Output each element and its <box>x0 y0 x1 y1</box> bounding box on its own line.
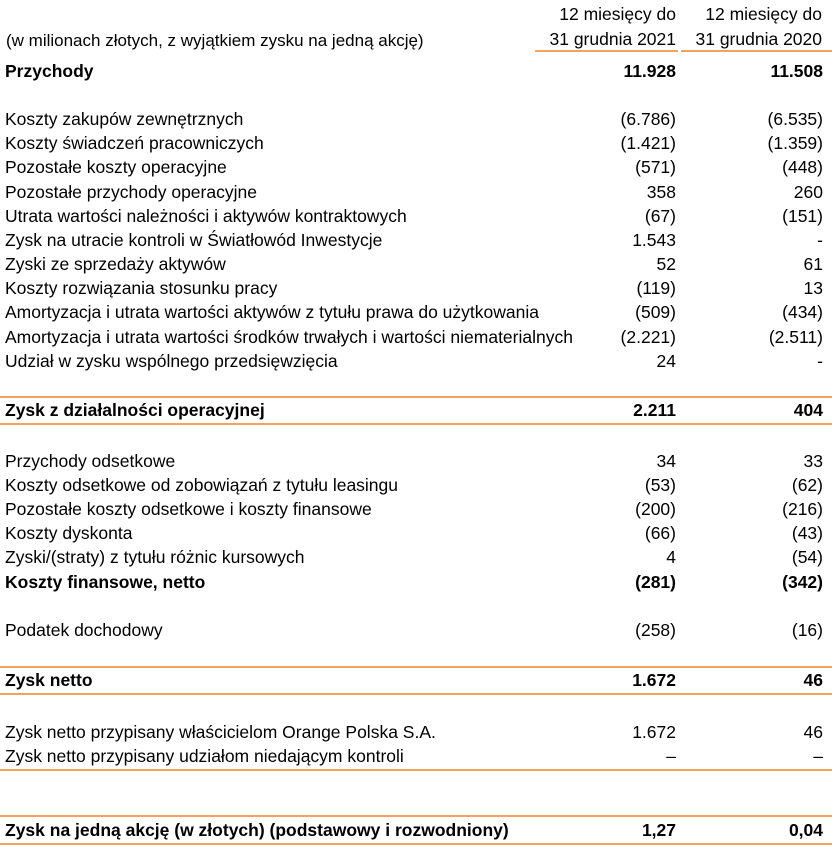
row-finance-costs-net <box>0 570 832 594</box>
row-label: Pozostałe koszty operacyjne <box>5 157 227 177</box>
value-2020: (216) <box>782 499 823 519</box>
value-2021: – <box>666 746 676 766</box>
value-2021: 34 <box>656 451 676 471</box>
row-label: Amortyzacja i utrata wartości aktywów z tytułu prawa do użytkowania <box>5 302 539 322</box>
row-interest-lease-liabilities <box>0 473 832 497</box>
row-employment-termination <box>0 276 832 300</box>
row-label: Zyski/(straty) z tytułu różnic kursowych <box>5 547 305 567</box>
column-header-2020-line2: 31 grudnia 2020 <box>695 29 822 49</box>
divider <box>0 769 832 771</box>
row-label: Koszty odsetkowe od zobowiązań z tytułu leasingu <box>5 475 399 495</box>
row-label: Podatek dochodowy <box>5 620 163 640</box>
row-label: Koszty zakupów zewnętrznych <box>5 109 244 129</box>
value-2020: 13 <box>803 278 823 298</box>
row-label: Zysk z działalności operacyjnej <box>5 400 265 420</box>
row-gain-loss-of-control <box>0 228 832 252</box>
column-header-2021 <box>550 2 677 52</box>
value-2021: 358 <box>646 182 676 202</box>
value-2021: 1,27 <box>641 820 676 840</box>
value-2020: 33 <box>803 451 823 471</box>
value-2021: (258) <box>635 620 676 640</box>
row-label: Zyski ze sprzedaży aktywów <box>5 254 226 274</box>
value-2020: (151) <box>782 206 823 226</box>
row-income-tax <box>0 618 832 642</box>
value-2021: 52 <box>656 254 676 274</box>
row-impairment-receivables <box>0 204 832 228</box>
row-label: Przychody odsetkowe <box>5 451 176 471</box>
value-2021: (281) <box>635 572 676 592</box>
column-header-2020 <box>696 2 823 52</box>
row-operating-income <box>0 398 832 422</box>
value-2021: (66) <box>644 523 676 543</box>
value-2020: 260 <box>793 182 823 202</box>
value-2020: 404 <box>793 400 823 420</box>
row-label: Zysk netto przypisany udziałom niedającym kontroli <box>5 746 404 766</box>
value-2020: (43) <box>791 523 823 543</box>
value-2021: 1.543 <box>632 230 676 250</box>
value-2021: (53) <box>644 475 676 495</box>
row-other-operating-income <box>0 180 832 204</box>
value-2020: (6.535) <box>767 109 823 129</box>
value-2020: (448) <box>782 157 823 177</box>
row-label: Zysk na utracie kontroli w Światłowód Inwestycje <box>5 230 383 250</box>
row-label: Zysk netto przypisany właścicielom Orange Polska S.A. <box>5 722 436 742</box>
value-2020: 61 <box>803 254 823 274</box>
value-2020: (2.511) <box>768 327 823 347</box>
value-2021: (1.421) <box>620 133 676 153</box>
row-label: Koszty dyskonta <box>5 523 133 543</box>
row-interest-income <box>0 449 832 473</box>
value-2020: (62) <box>791 475 823 495</box>
divider <box>0 423 832 425</box>
row-depreciation-right-of-use <box>0 300 832 324</box>
value-2021: 2.211 <box>633 400 676 420</box>
divider <box>0 815 832 817</box>
value-2020: 11.508 <box>770 61 823 81</box>
value-2020: (1.359) <box>767 133 823 153</box>
value-2021: 4 <box>666 547 676 567</box>
unit-note: (w milionach złotych, z wyjątkiem zysku na jedną akcję) <box>6 31 424 50</box>
column-header-underline-2020 <box>681 50 832 52</box>
row-label: Koszty rozwiązania stosunku pracy <box>5 278 278 298</box>
row-net-income-non-controlling <box>0 744 832 768</box>
row-label: Koszty finansowe, netto <box>5 572 206 592</box>
value-2021: 1.672 <box>632 722 676 742</box>
row-label: Amortyzacja i utrata wartości środków trwałych i wartości niematerialnych <box>5 327 573 347</box>
value-2020: 46 <box>803 722 823 742</box>
value-2020: (16) <box>791 620 823 640</box>
value-2021: 11.928 <box>623 61 676 81</box>
row-discounting-expense <box>0 521 832 545</box>
divider <box>0 693 832 695</box>
value-2021: (119) <box>636 278 676 298</box>
column-header-underline-2021 <box>535 50 678 52</box>
row-label: Utrata wartości należności i aktywów kontraktowych <box>5 206 407 226</box>
row-share-joint-venture <box>0 349 832 373</box>
value-2021: 24 <box>656 351 676 371</box>
row-label: Przychody <box>5 61 94 81</box>
value-2020: (434) <box>782 302 823 322</box>
value-2021: 1.672 <box>632 670 676 690</box>
row-label: Pozostałe przychody operacyjne <box>5 182 257 202</box>
value-2021: (2.221) <box>620 327 676 347</box>
value-2020: (342) <box>782 572 823 592</box>
row-net-income <box>0 668 832 692</box>
row-depreciation-fixed-assets <box>0 325 832 349</box>
value-2020: 46 <box>803 670 823 690</box>
row-label: Zysk na jedną akcję (w złotych) (podstawowy i rozwodniony) <box>5 820 509 840</box>
value-2021: (509) <box>635 302 676 322</box>
row-labour-expenses <box>0 131 832 155</box>
row-other-operating-expense <box>0 155 832 179</box>
column-header-2021-line1: 12 miesięcy do <box>559 4 676 24</box>
row-revenue <box>0 59 832 83</box>
row-label: Koszty świadczeń pracowniczych <box>5 133 264 153</box>
row-earnings-per-share <box>0 818 832 842</box>
row-gains-asset-disposal <box>0 252 832 276</box>
value-2020: 0,04 <box>788 820 823 840</box>
value-2021: (200) <box>635 499 676 519</box>
value-2021: (571) <box>635 157 676 177</box>
row-external-purchases <box>0 107 832 131</box>
row-net-income-owners <box>0 720 832 744</box>
row-label: Udział w zysku wspólnego przedsięwzięcia <box>5 351 338 371</box>
value-2020: - <box>817 351 823 371</box>
row-fx-gains-losses <box>0 545 832 569</box>
row-label: Pozostałe koszty odsetkowe i koszty finansowe <box>5 499 372 519</box>
column-header-2020-line1: 12 miesięcy do <box>705 4 822 24</box>
row-other-interest-finance-costs <box>0 497 832 521</box>
row-label: Zysk netto <box>5 670 93 690</box>
value-2020: (54) <box>791 547 823 567</box>
column-header-2021-line2: 31 grudnia 2021 <box>549 29 676 49</box>
value-2020: - <box>817 230 823 250</box>
divider <box>0 843 832 845</box>
value-2021: (6.786) <box>620 109 676 129</box>
value-2021: (67) <box>644 206 676 226</box>
value-2020: – <box>813 746 823 766</box>
